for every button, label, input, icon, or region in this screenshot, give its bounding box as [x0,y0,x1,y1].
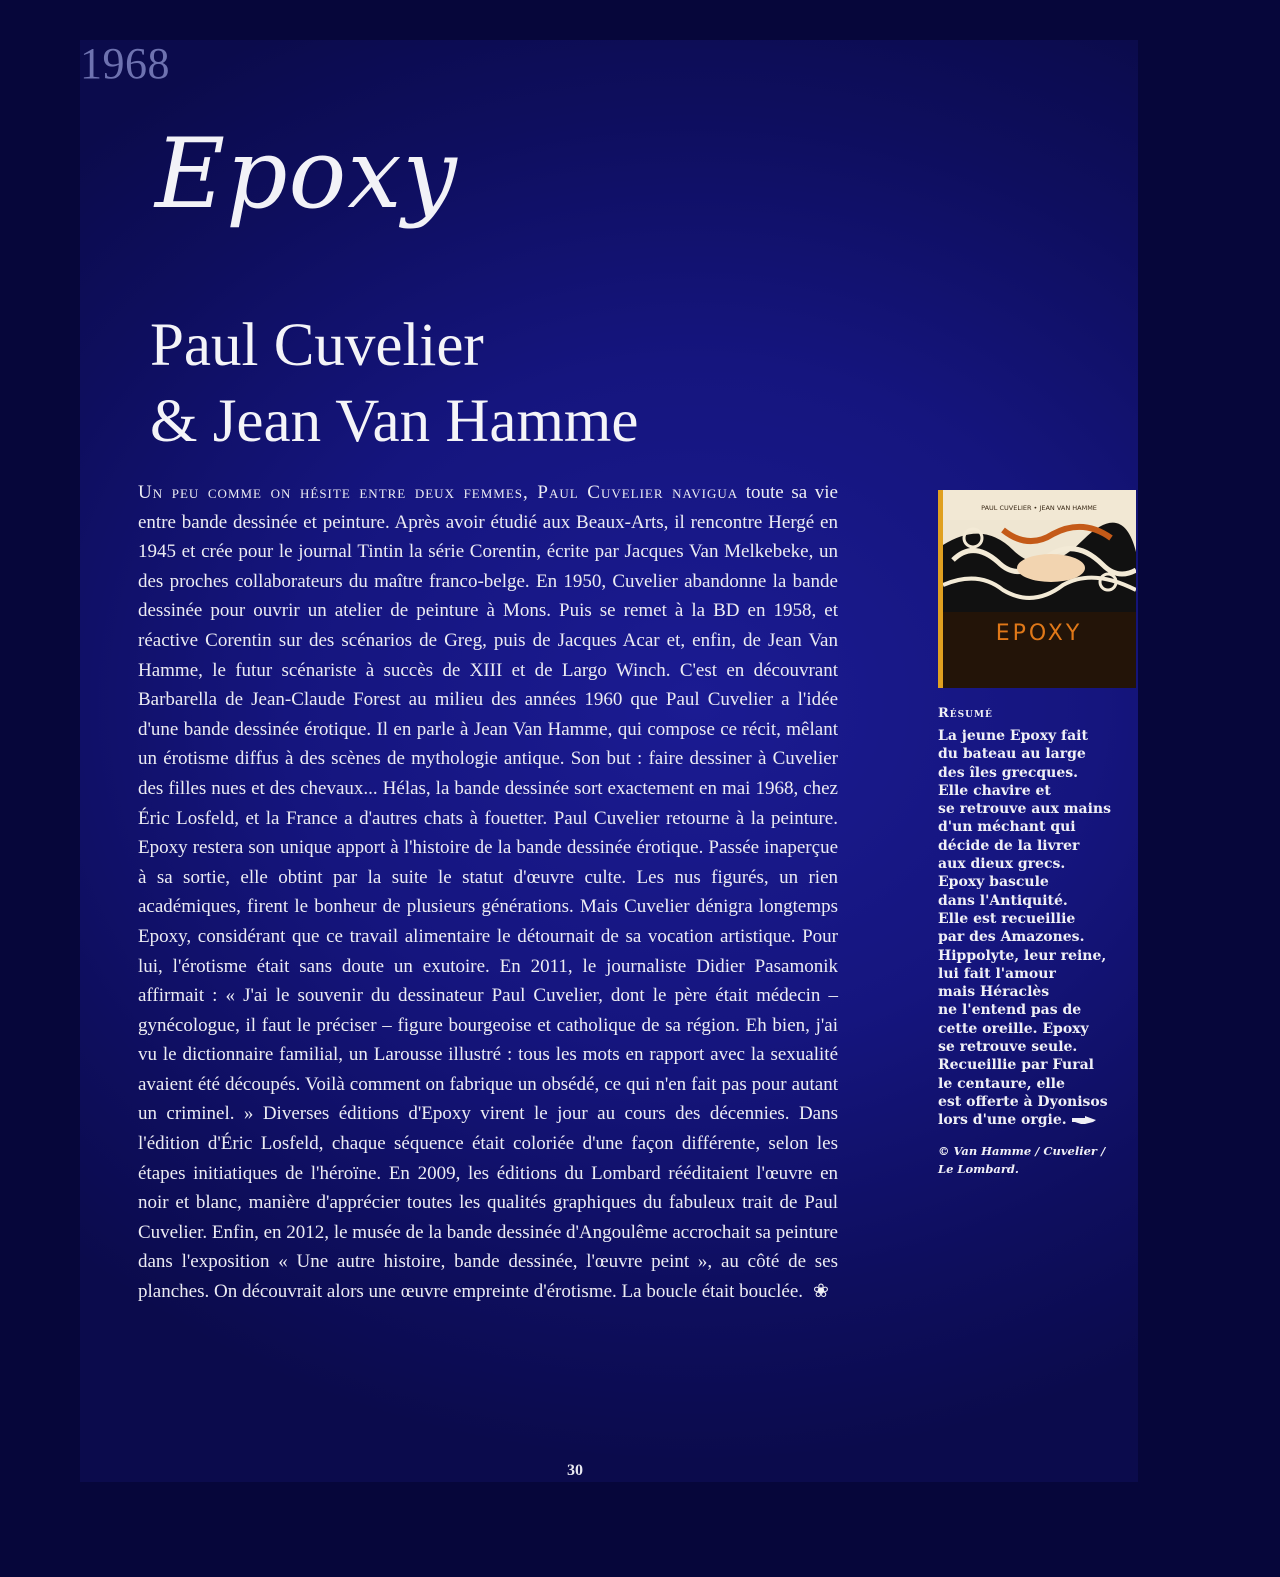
summary-line: Elle est recueillie [938,910,1076,927]
summary-line: est offerte à Dyonisos [938,1093,1108,1110]
summary-line: mais Héraclès [938,984,1050,1001]
year-label: 1968 [80,39,170,88]
summary-line: ne l'entend pas de [938,1002,1082,1019]
author-line-2: & Jean Van Hamme [150,388,639,455]
cover-header-text: PAUL CUVELIER • JEAN VAN HAMME [981,504,1097,512]
authors-heading [150,308,638,460]
summary-line: Epoxy bascule [938,874,1049,891]
author-line-1: Paul Cuvelier [150,312,484,379]
cover-illustration [943,490,1136,688]
image-credit [938,1142,1133,1178]
pointing-hand-icon [1071,1115,1097,1125]
album-cover-image [938,490,1136,688]
article-lead: Un peu comme on hésite entre deux femmes, Paul Cuvelier navigua [138,482,739,503]
summary-heading: Résumé [938,706,993,721]
summary-line: se retrouve seule. [938,1039,1078,1056]
end-ornament-icon: ❀ [813,1281,829,1303]
summary-line: Hippolyte, leur reine, [938,947,1107,964]
summary-line: d'un méchant qui [938,819,1076,836]
page-number: 30 [567,1462,583,1479]
summary-line: décide de la livrer [938,837,1080,854]
summary-line: cette oreille. Epoxy [938,1020,1089,1037]
summary-line: dans l'Antiquité. [938,892,1068,909]
summary-text [938,727,1133,1130]
summary-line: Recueillie par Fural [938,1057,1094,1074]
summary-line: lors d'une orgie. [938,1111,1133,1129]
page-title: Epoxy [155,118,458,230]
credit-line-1: © Van Hamme / Cuvelier / [938,1143,1106,1158]
summary-line: se retrouve aux mains [938,801,1111,818]
cover-logo-text: EPOXY [995,621,1083,646]
summary-line: du bateau au large [938,746,1086,763]
summary-line: des îles grecques. [938,764,1078,781]
article-body [138,478,838,1307]
summary-line: lui fait l'amour [938,965,1056,982]
article-text: toute sa vie entre bande dessinée et peinture. Après avoir étudié aux Beaux-Arts, il rencontre Hergé en 1945 et crée pour le journal Tintin la série Corentin, écrite par Jacques Van Melkebeke, un des proches collaborateurs du maître franco-belge. En 1950, Cuvelier abandonne la bande dessinée pour ouvrir un atelier de peinture à Mons. Puis se remet à la BD en 1958, et réactive Corentin sur des scénarios de Greg, puis de Jacques Acar et, enfin, de Jean Van Hamme, le futur scénariste à succès de XIII et de Largo Winch. C'est en découvrant Barbarella de Jean-Claude Forest au milieu des années 1960 que Paul Cuvelier a l'idée d'une bande dessinée érotique. Il en parle à Jean Van Hamme, qui compose ce récit, mêlant un érotisme diffus à des scènes de mythologie antique. Son but : faire dessiner à Cuvelier des filles nues et des chevaux... Hélas, la bande dessinée sort exactement en mai 1968, chez Éric Losfeld, et la France a d'autres chats à fouetter. Paul Cuvelier retourne à la peinture. Epoxy restera son unique apport à l'histoire de la bande dessinée érotique. Passée inaperçue à sa sortie, elle obtint par la suite le statut d'œuvre culte. Les nus figurés, un rien académiques, firent le bonheur de plusieurs générations. Mais Cuvelier dénigra longtemps Epoxy, considérant que ce travail alimentaire le détournait de sa vocation artistique. Pour lui, l'érotisme était sans doute un exutoire. En 2011, le journaliste Didier Pasamonik affirmait : « J'ai le souvenir du dessinateur Paul Cuvelier, dont le père était médecin – gynécologue, il faut le préciser – figure bourgeoise et catholique de sa région. Eh bien, j'ai vu le dictionnaire familial, un Larousse illustré : tous les mots en rapport avec la sexualité avaient été découpés. Voilà comment on fabrique un obsédé, ce qui n'en fait pas pour autant un criminel. » Diverses éditions d'Epoxy virent le jour au cours des décennies. Dans l'édition d'Éric Losfeld, chaque séquence était coloriée d'une façon différente, selon les étapes initiatiques de l'héroïne. En 2009, les éditions du Lombard rééditaient l'œuvre en noir et blanc, manière d'apprécier toutes les qualités graphiques du fabuleux trait de Paul Cuvelier. Enfin, en 2012, le musée de la bande dessinée d'Angoulême accrochait sa peinture dans l'exposition « Une autre histoire, bande dessinée, l'œuvre peint », au côté de ses planches. On découvrait alors une œuvre empreinte d'érotisme. La boucle était bouclée. [138,482,838,1303]
summary-line: Elle chavire et [938,782,1051,799]
summary-line: La jeune Epoxy fait [938,728,1088,744]
summary-line: aux dieux grecs. [938,856,1066,873]
summary-sidebar [938,706,1133,1178]
summary-line: le centaure, elle [938,1075,1065,1092]
summary-line: par des Amazones. [938,929,1085,946]
credit-line-2: Le Lombard. [938,1161,1019,1176]
